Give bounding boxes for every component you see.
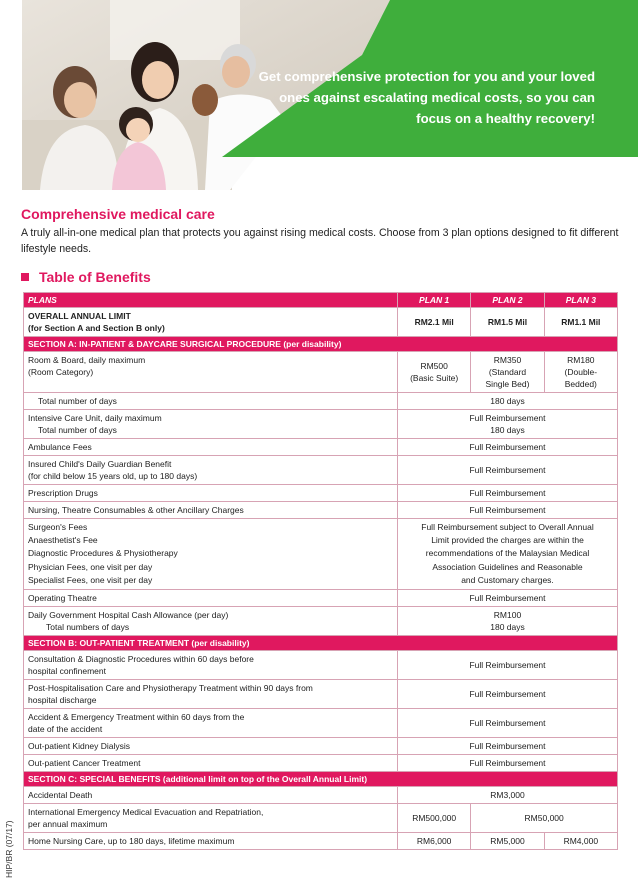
row-sublabel: hospital confinement	[28, 666, 106, 677]
cell-line: Full Reimbursement	[469, 413, 546, 423]
hero-tagline: Get comprehensive protection for you and your loved ones against escalating medical costs, so you can focus on a healthy recovery!	[258, 69, 595, 126]
cell-line: RM350	[493, 355, 522, 365]
cell-plan-2: RM1.5 Mil	[471, 308, 544, 337]
table-row	[24, 308, 618, 337]
table-row	[24, 456, 618, 485]
cell-all-plans: Full Reimbursement	[398, 456, 618, 485]
row-label: Out-patient Cancer Treatment	[24, 755, 398, 772]
cell-all-plans: Full Reimbursement	[398, 502, 618, 519]
header-plan-1: PLAN 1	[398, 293, 471, 308]
section-a-header: SECTION A: IN-PATIENT & DAYCARE SURGICAL PROCEDURE (per disability)	[24, 337, 618, 352]
row-label: Post-Hospitalisation Care and Physiotherapy Treatment within 90 days from	[28, 683, 313, 694]
row-label: Daily Government Hospital Cash Allowance (per day)	[28, 610, 229, 621]
section-b-header: SECTION B: OUT-PATIENT TREATMENT (per disability)	[24, 636, 618, 651]
cell-all-plans: Full Reimbursement	[398, 485, 618, 502]
cell-all-plans	[398, 410, 618, 439]
table-row	[24, 502, 618, 519]
row-label: Accident & Emergency Treatment within 60 days from the	[28, 712, 245, 723]
cell-all-plans	[398, 607, 618, 636]
section-title: Comprehensive medical care	[21, 206, 215, 222]
cell-plan-3: RM4,000	[544, 833, 617, 850]
intro-paragraph: A truly all-in-one medical plan that protects you against rising medical costs. Choose from 3 plan options designed to fit different lifestyle needs.	[21, 227, 619, 255]
cell-all-plans: Full Reimbursement	[398, 439, 618, 456]
table-row	[24, 804, 618, 833]
hero-banner	[0, 0, 638, 190]
cell-plan-3: RM1.1 Mil	[544, 308, 617, 337]
table-heading-text: Table of Benefits	[39, 269, 151, 285]
table-row	[24, 590, 618, 607]
row-label: Home Nursing Care, up to 180 days, lifetime maximum	[24, 833, 398, 850]
square-bullet-icon	[21, 273, 29, 281]
row-label: Room & Board, daily maximum	[28, 355, 146, 365]
row-sublabel: (Room Category)	[28, 367, 94, 377]
cell-plan-2: RM5,000	[471, 833, 544, 850]
row-label: Surgeon's Fees	[28, 522, 88, 532]
row-label: Prescription Drugs	[24, 485, 398, 502]
section-header-row	[24, 772, 618, 787]
cell-line: Limit provided the charges are within the	[431, 535, 584, 546]
cell-all-plans: Full Reimbursement	[398, 709, 618, 738]
cell-line: and Customary charges.	[461, 574, 554, 585]
cell-all-plans: Full Reimbursement	[398, 590, 618, 607]
cell-all-plans: RM3,000	[398, 787, 618, 804]
table-header-row	[24, 293, 618, 308]
row-label: International Emergency Medical Evacuation and Repatriation,	[28, 807, 264, 818]
table-row	[24, 393, 618, 410]
row-label: Out-patient Kidney Dialysis	[24, 738, 398, 755]
table-row	[24, 680, 618, 709]
cell-line: 180 days	[490, 622, 525, 633]
row-sublabel: (for child below 15 years old, up to 180 days)	[28, 471, 198, 481]
row-label: Accidental Death	[24, 787, 398, 804]
row-label: Intensive Care Unit, daily maximum	[28, 413, 162, 423]
benefits-table	[23, 292, 618, 850]
table-row	[24, 485, 618, 502]
row-label: Specialist Fees, one visit per day	[28, 574, 153, 585]
cell-all-plans: Full Reimbursement	[398, 680, 618, 709]
row-label: Total number of days	[38, 396, 117, 406]
header-plans: PLANS	[24, 293, 398, 308]
row-label: Nursing, Theatre Consumables & other Ancillary Charges	[24, 502, 398, 519]
cell-plan-3	[544, 352, 617, 393]
row-label: Insured Child's Daily Guardian Benefit	[28, 459, 172, 469]
cell-line: RM180	[567, 355, 595, 365]
cell-line: RM500	[420, 361, 448, 371]
row-sublabel: per annual maximum	[28, 819, 108, 830]
row-sublabel: (for Section A and Section B only)	[28, 323, 165, 333]
cell-line: Single Bed)	[485, 379, 530, 389]
cell-all-plans: Full Reimbursement	[398, 755, 618, 772]
table-row	[24, 439, 618, 456]
section-header-row	[24, 636, 618, 651]
row-label: Operating Theatre	[24, 590, 398, 607]
cell-all-plans	[398, 519, 618, 590]
cell-line: Association Guidelines and Reasonable	[432, 561, 583, 572]
cell-plan-1: RM6,000	[398, 833, 471, 850]
row-label: Physician Fees, one visit per day	[28, 561, 153, 572]
row-sublabel: date of the accident	[28, 724, 103, 735]
row-sublabel: hospital discharge	[28, 695, 97, 706]
cell-line: Full Reimbursement subject to Overall Annual	[421, 522, 594, 532]
table-row	[24, 755, 618, 772]
table-row	[24, 709, 618, 738]
cell-line: (Standard	[488, 367, 527, 377]
cell-line: recommendations of the Malaysian Medical	[425, 548, 590, 559]
cell-plan-2-3: RM50,000	[471, 804, 618, 833]
table-row	[24, 607, 618, 636]
cell-line: (Double-	[564, 367, 598, 377]
cell-line: Bedded)	[564, 379, 597, 389]
row-label: Ambulance Fees	[24, 439, 398, 456]
cell-line: RM100	[493, 610, 522, 621]
table-row	[24, 352, 618, 393]
row-label: Consultation & Diagnostic Procedures within 60 days before	[28, 654, 254, 665]
table-row	[24, 738, 618, 755]
row-label: Anaesthetist's Fee	[28, 535, 98, 546]
cell-plan-1: RM2.1 Mil	[398, 308, 471, 337]
table-heading	[21, 269, 151, 285]
row-label: OVERALL ANNUAL LIMIT	[28, 311, 131, 321]
cell-all-plans: Full Reimbursement	[398, 738, 618, 755]
document-code: HIP/BR (07/17)	[4, 820, 14, 878]
table-row	[24, 833, 618, 850]
row-sublabel: Total numbers of days	[46, 622, 130, 633]
table-row	[24, 519, 618, 590]
cell-plan-1: RM500,000	[398, 804, 471, 833]
table-row	[24, 651, 618, 680]
row-label: Diagnostic Procedures & Physiotherapy	[28, 548, 178, 559]
section-c-header: SECTION C: SPECIAL BENEFITS (additional limit on top of the Overall Annual Limit)	[24, 772, 618, 787]
header-plan-3: PLAN 3	[544, 293, 617, 308]
table-row	[24, 410, 618, 439]
cell-all-plans: 180 days	[398, 393, 618, 410]
header-plan-2: PLAN 2	[471, 293, 544, 308]
row-sublabel: Total number of days	[38, 425, 117, 435]
cell-line: 180 days	[490, 425, 525, 435]
cell-line: (Basic Suite)	[410, 373, 459, 383]
cell-plan-2	[471, 352, 544, 393]
cell-all-plans: Full Reimbursement	[398, 651, 618, 680]
table-row	[24, 787, 618, 804]
cell-plan-1	[398, 352, 471, 393]
section-header-row	[24, 337, 618, 352]
